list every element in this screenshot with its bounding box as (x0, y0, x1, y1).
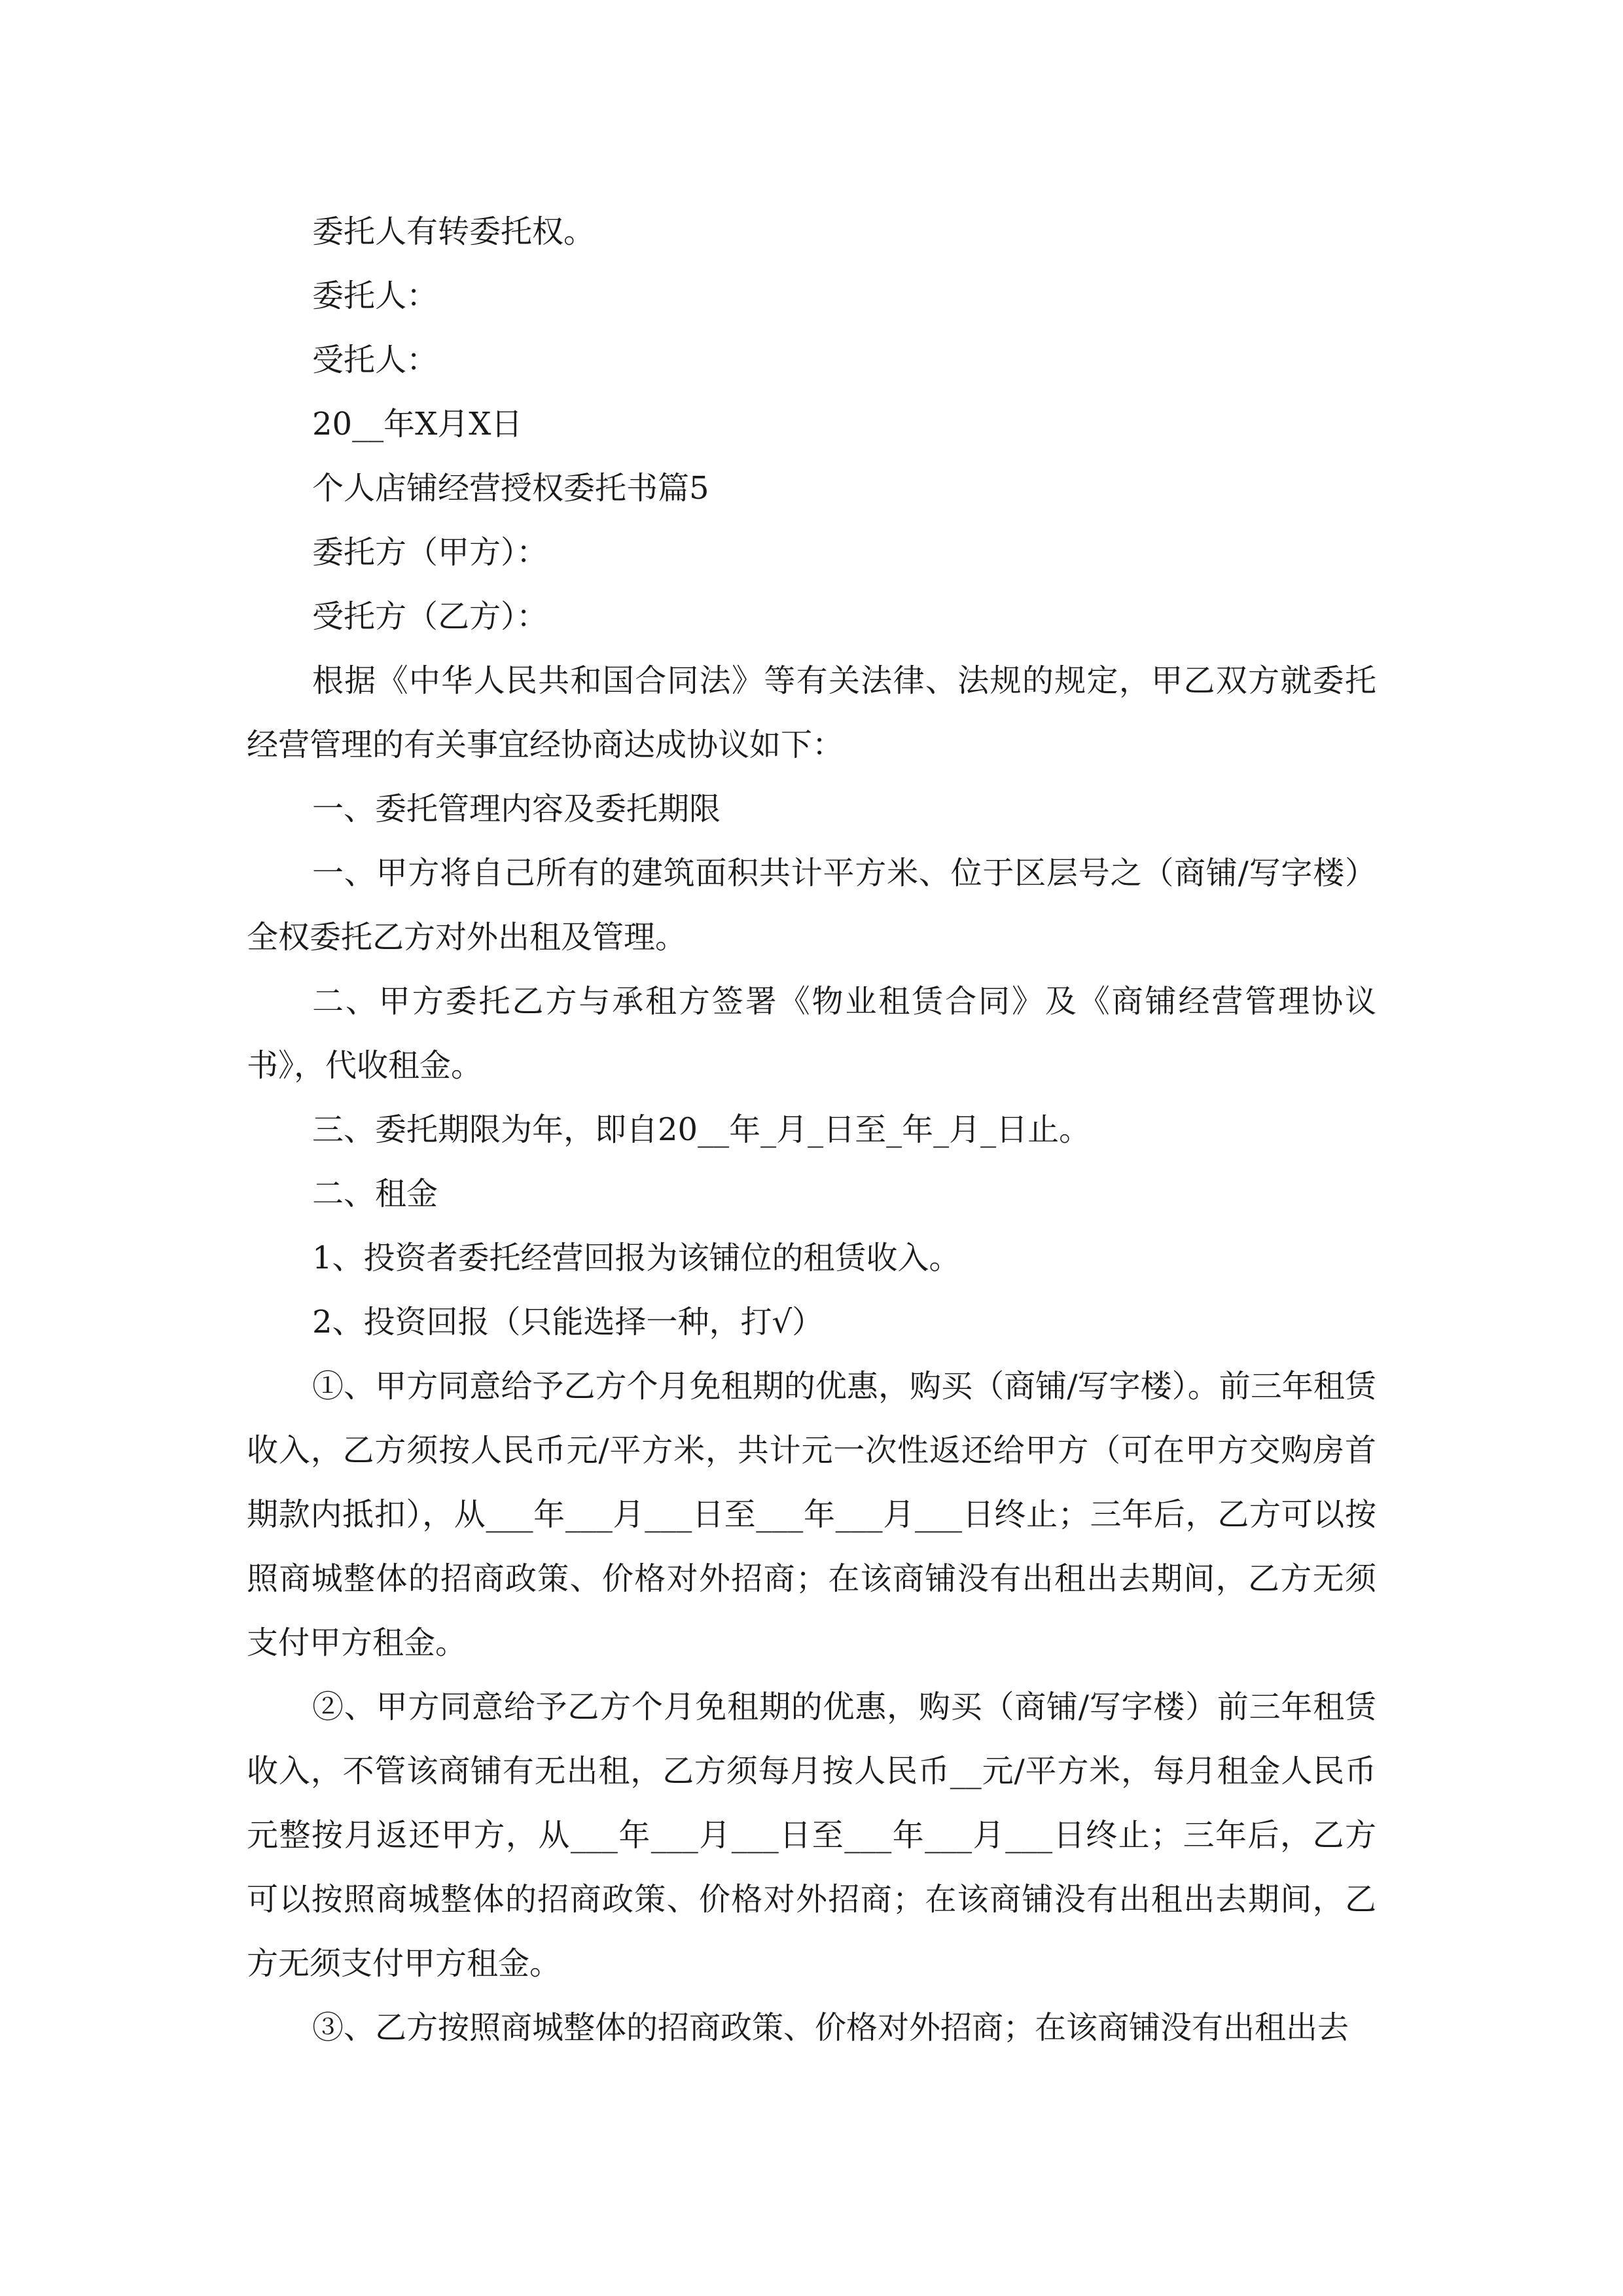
option-1: ①、甲方同意给予乙方个月免租期的优惠，购买（商铺/写字楼）。前三年租赁收入，乙方须按人民币元/平方米，共计元一次性返还给甲方（可在甲方交购房首期款内抵扣），从___年___月___日至___年___月___日终止；三年后，乙方可以按照商城整体的招商政策、价格对外招商；在该商铺没有出租出去期间，乙方无须支付甲方租金。 (247, 1368, 1376, 1661)
clause-2: 二、甲方委托乙方与承租方签署《物业租赁合同》及《商铺经营管理协议书》，代收租金。 (247, 983, 1376, 1084)
heading-rent: 二、租金 (312, 1175, 438, 1212)
paragraph-party-b: 受托方（乙方）： (312, 598, 548, 635)
rent-item-2: 2、投资回报（只能选择一种，打√） (312, 1304, 824, 1340)
paragraph-date: 20__年X月X日 (312, 406, 523, 442)
option-2: ②、甲方同意给予乙方个月免租期的优惠，购买（商铺/写字楼）前三年租赁收入，不管该商铺有无出租，乙方须每月按人民币__元/平方米，每月租金人民币元整按月返还甲方，从___年___月___日至___年___月___日终止；三年后，乙方可以按照商城整体的招商政策、价格对外招商；在该商铺没有出租出去期间，乙方无须支付甲方租金。 (247, 1689, 1376, 1982)
option-3: ③、乙方按照商城整体的招商政策、价格对外招商；在该商铺没有出租出去 (312, 2009, 1349, 2046)
heading-management-content: 一、委托管理内容及委托期限 (312, 791, 721, 827)
section-title: 个人店铺经营授权委托书篇5 (312, 470, 709, 507)
paragraph-principal: 委托人： (312, 278, 438, 314)
document-body (247, 200, 1376, 2060)
paragraph-agent: 受托人： (312, 342, 438, 378)
paragraph-party-a: 委托方（甲方）： (312, 534, 548, 571)
clause-1: 一、甲方将自己所有的建筑面积共计平方米、位于区层号之（商铺/写字楼）全权委托乙方对外出租及管理。 (247, 855, 1376, 956)
rent-item-1: 1、投资者委托经营回报为该铺位的租赁收入。 (312, 1240, 961, 1276)
paragraph-transfer-right: 委托人有转委托权。 (312, 213, 596, 250)
clause-3: 三、委托期限为年，即自20__年_月_日至_年_月_日止。 (312, 1111, 1091, 1148)
paragraph-preamble: 根据《中华人民共和国合同法》等有关法律、法规的规定，甲乙双方就委托经营管理的有关事宜经协商达成协议如下： (247, 662, 1376, 763)
